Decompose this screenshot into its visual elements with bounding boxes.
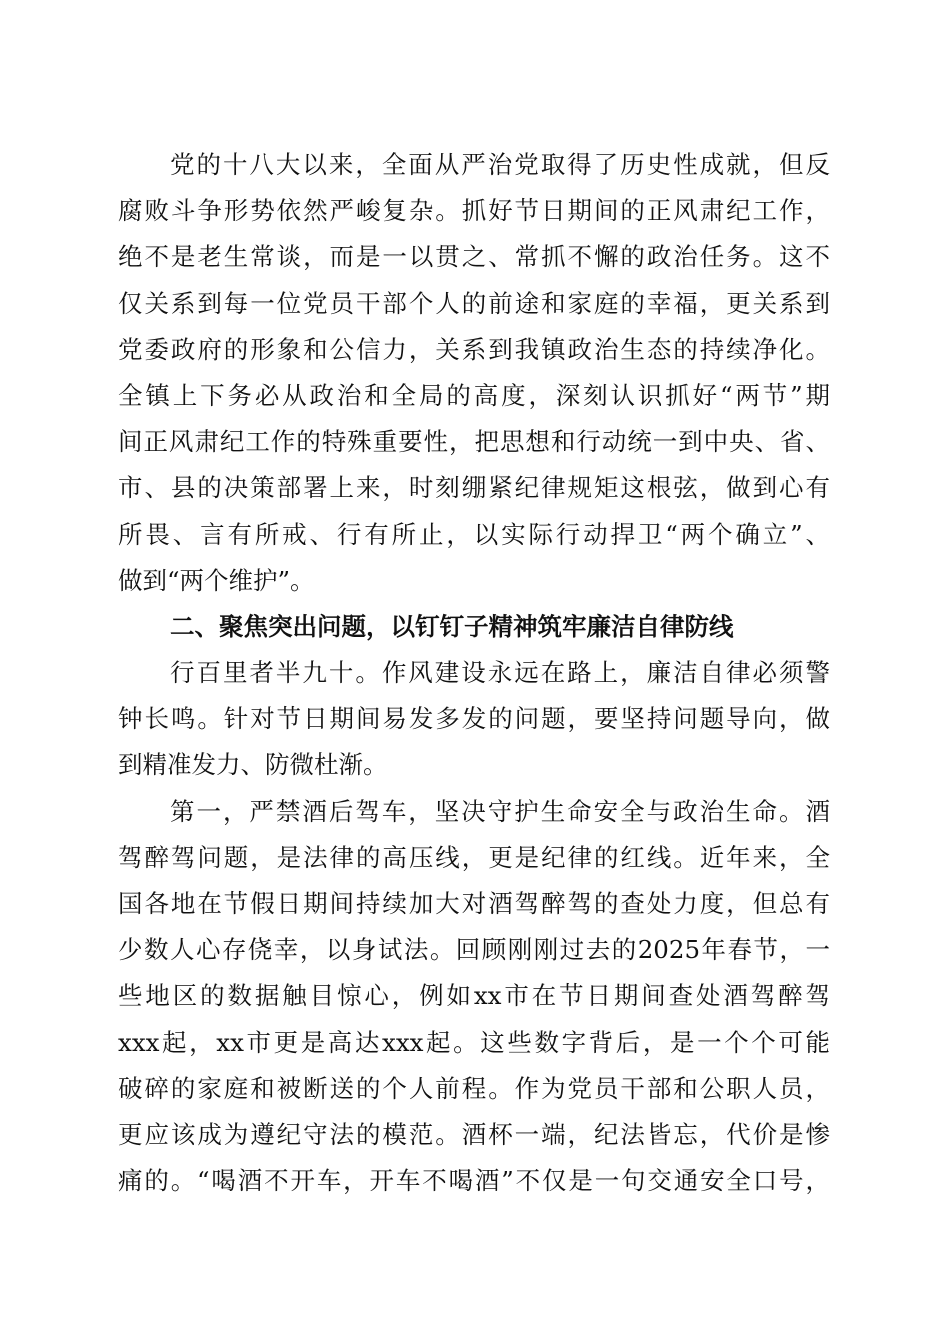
text-line: 第一，严禁酒后驾车，坚决守护生命安全与政治生命。酒 [170,796,830,826]
document-body [118,142,830,1204]
text-line: 党委政府的形象和公信力，关系到我镇政治生态的持续净化。 [118,334,830,364]
text-line: 仅关系到每一位党员干部个人的前途和家庭的幸福，更关系到 [118,288,830,318]
text-line: 所畏、言有所戒、行有所止，以实际行动捍卫“两个确立”、 [118,519,830,549]
text-line: 市、县的决策部署上来，时刻绷紧纪律规矩这根弦，做到心有 [118,473,830,503]
paragraph-intro [118,142,830,604]
text-line: 破碎的家庭和被断送的个人前程。作为党员干部和公职人员， [118,1073,830,1103]
text-line: 钟长鸣。针对节日期间易发多发的问题，要坚持问题导向，做 [118,704,830,734]
text-line: 党的十八大以来，全面从严治党取得了历史性成就，但反 [170,150,830,179]
text-line: 些地区的数据触目惊心，例如xx市在节日期间查处酒驾醉驾 [118,981,830,1011]
text-line: 驾醉驾问题，是法律的高压线，更是纪律的红线。近年来，全 [118,842,830,872]
text-line: 更应该成为遵纪守法的模范。酒杯一端，纪法皆忘，代价是惨 [118,1119,830,1149]
text-line: 少数人心存侥幸，以身试法。回顾刚刚过去的2025年春节，一 [118,935,830,965]
text-line: 腐败斗争形势依然严峻复杂。抓好节日期间的正风肃纪工作， [118,196,830,226]
paragraph-drunk-driving [118,789,830,1205]
text-line: 痛的。“喝酒不开车，开车不喝酒”不仅是一句交通安全口号， [118,1166,830,1196]
text-line: 国各地在节假日期间持续加大对酒驾醉驾的查处力度，但总有 [118,889,830,918]
text-line: 到精准发力、防微杜渐。 [118,750,388,780]
section-heading: 二、聚焦突出问题，以钉钉子精神筑牢廉洁自律防线 [170,611,734,641]
text-line: xxx起，xx市更是高达xxx起。这些数字背后，是一个个可能 [118,1027,830,1057]
text-line: 做到“两个维护”。 [118,565,315,595]
text-line: 间正风肃纪工作的特殊重要性，把思想和行动统一到中央、省、 [118,427,830,457]
paragraph-section-intro [118,650,830,789]
text-line: 绝不是老生常谈，而是一以贯之、常抓不懈的政治任务。这不 [118,242,830,272]
text-line: 行百里者半九十。作风建设永远在路上，廉洁自律必须警 [170,658,830,688]
text-line: 全镇上下务必从政治和全局的高度，深刻认识抓好“两节”期 [118,380,830,410]
